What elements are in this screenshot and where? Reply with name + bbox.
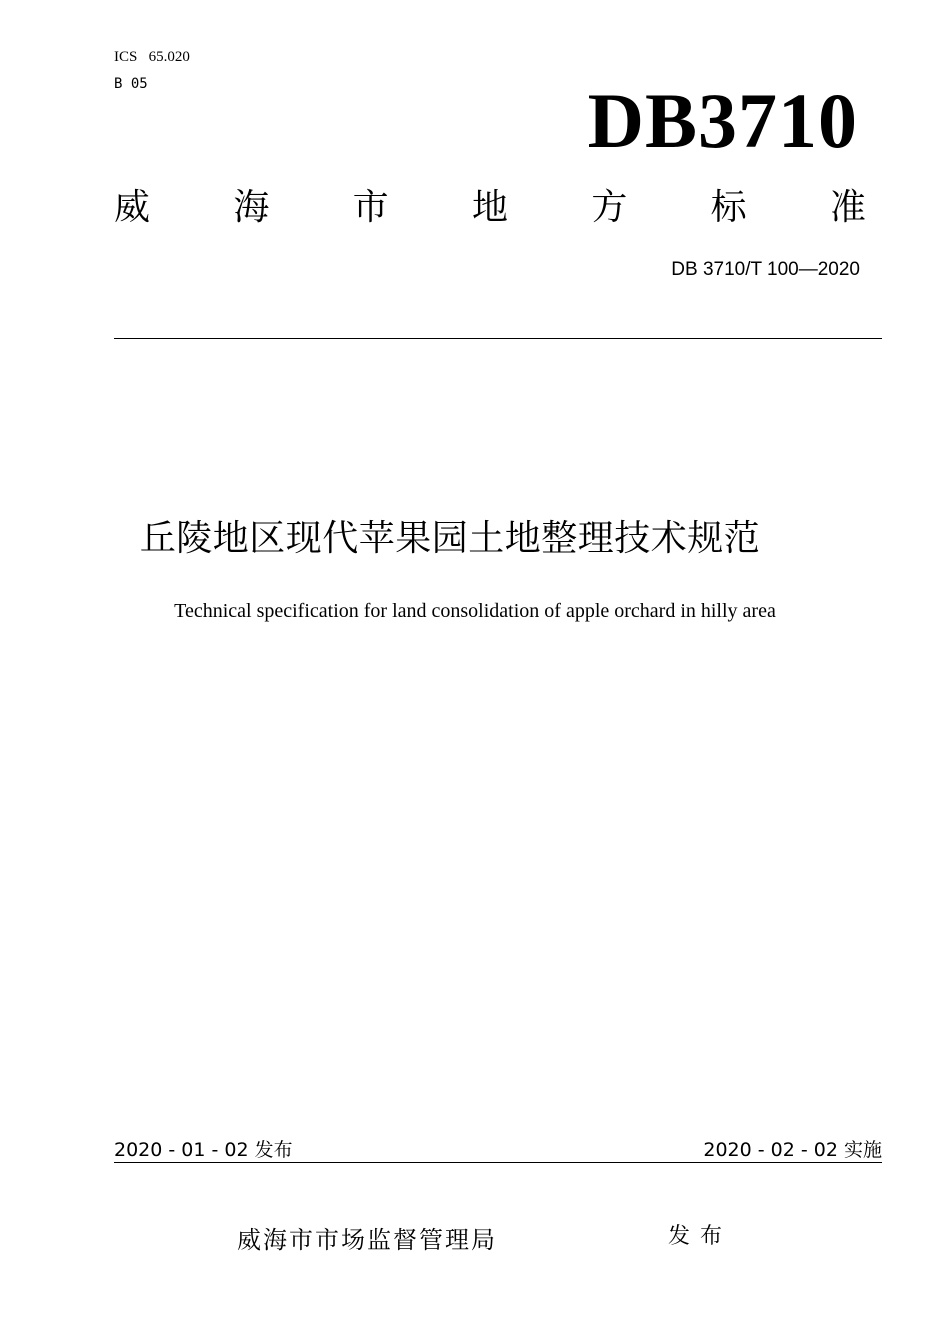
standard-type-char: 标 [710, 187, 747, 228]
standard-type-char: 海 [233, 187, 270, 228]
standard-type-char: 方 [591, 187, 628, 228]
top-divider [114, 338, 882, 339]
standard-code-large: DB3710 [587, 77, 858, 164]
title-chinese: 丘陵地区现代苹果园土地整理技术规范 [139, 518, 761, 559]
standard-type-char: 市 [352, 187, 389, 228]
issue-label: 发布 [668, 1224, 733, 1249]
publish-date: 2020 - 01 - 02 发布 [114, 1139, 293, 1161]
title-english: Technical specification for land consolidation of apple orchard in hilly area [174, 600, 776, 622]
standard-type-char: 威 [114, 187, 151, 228]
issuing-authority: 威海市市场监督管理局 [237, 1226, 497, 1254]
standard-number: DB 3710/T 100—2020 [671, 259, 860, 280]
standard-type-heading [114, 186, 866, 230]
ics-code: ICS 65.020 [114, 49, 190, 65]
bottom-divider [114, 1162, 882, 1163]
standard-type-char: 准 [829, 187, 866, 228]
implement-date: 2020 - 02 - 02 实施 [703, 1139, 882, 1161]
ccs-code: B 05 [114, 76, 148, 92]
standard-type-char: 地 [471, 187, 508, 228]
